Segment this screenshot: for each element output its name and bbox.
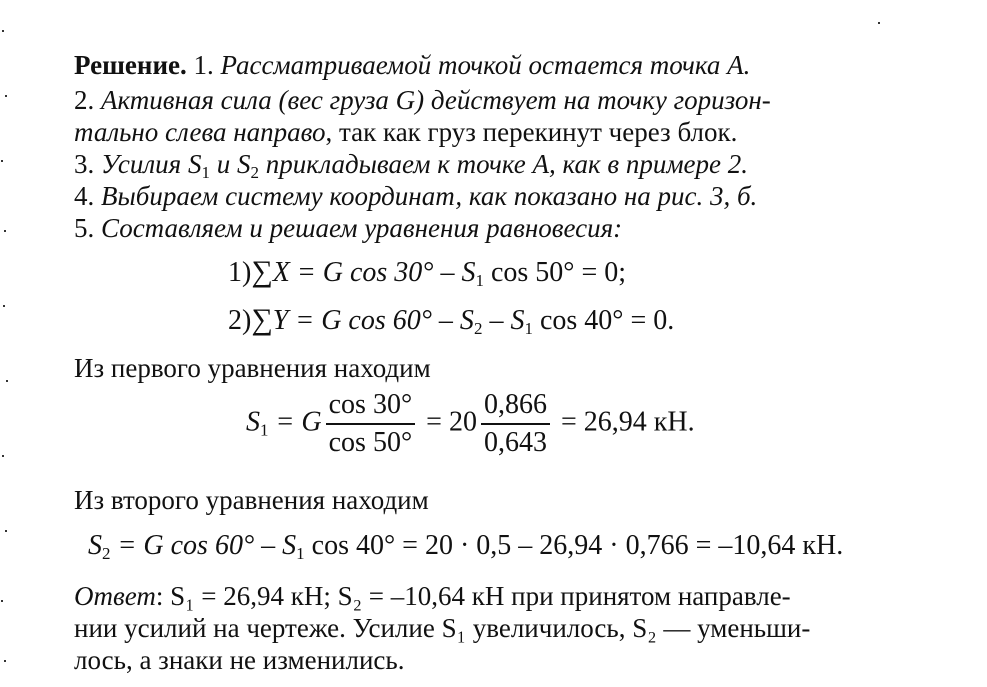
fraction-cos: $\frac{\cos 30^\circ}{\cos 50^\circ}$: [326, 390, 416, 458]
first-eq-caption: Из первого уравнения находим: [74, 353, 431, 383]
answer-line-2: нии усилий на чертеже. Усилие S₁ увеличилось, S₂ — уменьши-: [74, 613, 811, 643]
step-text: Выбираем систему координат, как показано на рис. 3, б.: [101, 181, 758, 211]
equation-1: 1)∑X = G $\cos 30^\circ - S_1$ cos 50° = 0;: [228, 255, 627, 290]
equation-s1: $S_1 = G$ $\frac{\cos 30^\circ}{\cos 50^\circ}$ = 20 $\frac{0,866}{0,643}$ = 26,94 кН.: [246, 389, 695, 458]
answer-line-3: лось, а знаки не изменились.: [74, 645, 405, 675]
second-eq-caption: Из второго уравнения находим: [74, 485, 429, 515]
step-number: 3.: [74, 149, 101, 179]
line-6: [74, 212, 622, 244]
fraction-values: $\frac{0,866}{0,643}$: [481, 390, 550, 458]
step-text: тально слева направо: [74, 117, 326, 147]
step-text: Активная сила (вес груза G) действует на точку горизон-: [101, 85, 771, 115]
line-5: [74, 180, 757, 212]
scan-noise: [0, 0, 10, 687]
sum-icon: ∑: [251, 303, 273, 336]
line-3: [74, 116, 737, 148]
answer-label: Ответ: [74, 581, 156, 611]
step-number: 2.: [74, 85, 101, 115]
equation-2: 2)∑Y = G $\cos 60^\circ - S_2 - S_1$ cos 40° = 0.: [228, 303, 675, 338]
step-text: Рассматриваемой точкой остается точка A.: [220, 50, 751, 80]
step-text: Усилия $S_1$ и $S_2$ прикладываем к точке A, как в примере 2.: [101, 149, 749, 182]
step-number: 1.: [186, 50, 221, 80]
solution-heading: Решение.: [74, 50, 187, 80]
step-number: 4.: [74, 181, 101, 211]
step-text: Составляем и решаем уравнения равновесия:: [101, 213, 623, 243]
equation-s2: $S_2 = G$ $\cos 60^\circ - S_1$ cos 40° = 20 · 0,5 – 26,94 · 0,766 = –10,64 кН.: [88, 530, 844, 563]
sum-icon: ∑: [251, 255, 273, 288]
line-1: [74, 49, 750, 81]
line-2: [74, 84, 771, 116]
answer-line-1: Ответ: S₁ = 26,94 кН; S₂ = –10,64 кН при принятом направле-: [74, 581, 791, 611]
step-number: 5.: [74, 213, 101, 243]
step-text-plain: , так как груз перекинут через блок.: [325, 117, 738, 147]
